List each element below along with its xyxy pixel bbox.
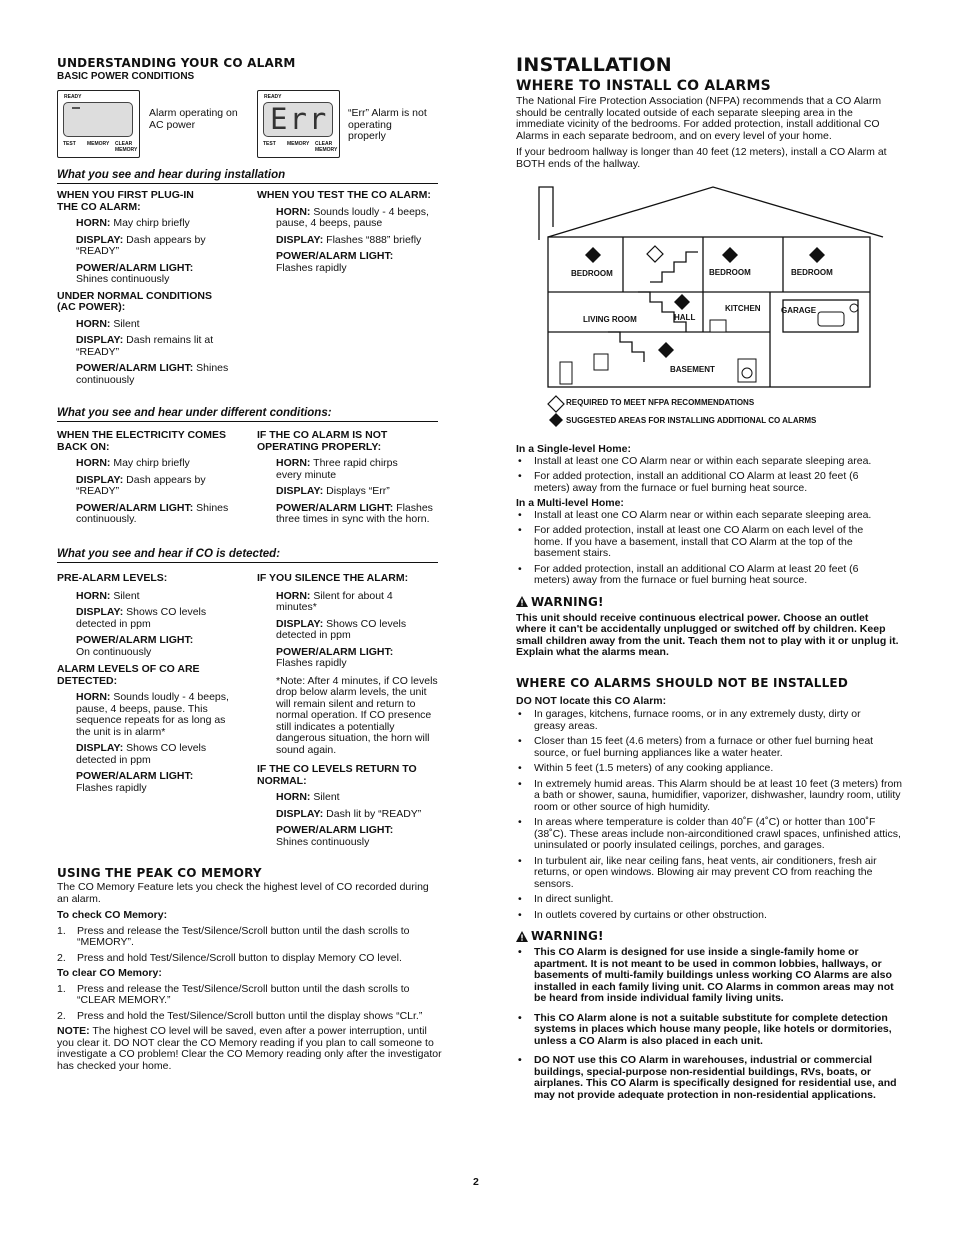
warning-triangle-icon xyxy=(516,931,528,942)
status-line: POWER/ALARM LIGHT: Flashes three times in sync with the horn. xyxy=(276,501,433,525)
status-line: DISPLAY: Displays “Err” xyxy=(276,485,390,497)
list-item: • For added protection, install an additional CO Alarm at least 20 feet (6 meters) away from the furnace or fuel burning heat source. xyxy=(516,471,874,494)
pre-alarm-title: PRE-ALARM LEVELS: xyxy=(57,572,168,584)
first-plugin-title: WHEN YOU FIRST PLUG-IN THE CO ALARM: xyxy=(57,189,194,213)
device2-caption: “Err” Alarm is not operating properly xyxy=(348,107,427,142)
room-label-bedroom: BEDROOM xyxy=(709,268,751,277)
house-diagram xyxy=(538,182,893,432)
hallway-paragraph: If your bedroom hallway is longer than 40 feet (12 meters), install a CO Alarm at BOTH ends of the hallway. xyxy=(516,146,887,170)
list-item: • In areas where temperature is colder than 40˚F (4˚C) or hotter than 100˚F (38˚C). These areas include non-airconditioned crawl spaces, unfinished attics, uninsulated or poorly insulated ceilings, porches, and garages. xyxy=(516,817,904,852)
right-body xyxy=(516,444,902,1105)
silence-title: IF YOU SILENCE THE ALARM: xyxy=(257,572,409,584)
peak-note: NOTE: The highest CO level will be saved, even after a power interruption, until you clear it. DO NOT clear the CO Memory reading if you plan to call someone to investigate a CO problem! Clear the CO Memory reading only after the investigator has checked your home. xyxy=(57,1025,442,1072)
status-line: POWER/ALARM LIGHT: Shines continuously xyxy=(76,362,229,386)
list-item: • This CO Alarm alone is not a suitable substitute for complete detection systems in places which house many people, like hotels or dormitories, unless a CO Alarm is also placed in each unit. xyxy=(516,1013,902,1048)
status-line: DISPLAY: Shows CO levels detected in ppm xyxy=(276,617,407,641)
alarm-levels-title: ALARM LEVELS OF CO ARE DETECTED: xyxy=(57,663,200,687)
return-normal-title: IF THE CO LEVELS RETURN TO NORMAL: xyxy=(257,763,417,787)
status-line: DISPLAY: Dash appears by “READY” xyxy=(76,473,206,497)
status-line: POWER/ALARM LIGHT: Flashes rapidly xyxy=(76,770,194,794)
device1-caption: Alarm operating on AC power xyxy=(149,107,238,131)
room-label-living-room: LIVING ROOM xyxy=(583,315,637,324)
list-item: • DO NOT use this CO Alarm in warehouses, industrial or commercial buildings, special-purpose non-residential buildings, RVs, boats, or airplanes. This CO Alarm is specifically designed for residential use, and may not provide adequate protection in non-residential applications. xyxy=(516,1055,902,1101)
room-label-basement: BASEMENT xyxy=(670,365,715,374)
device-button-label: TEST xyxy=(263,141,276,147)
install-section-heading: What you see and hear during installation xyxy=(57,169,286,181)
conditions-section-heading: What you see and hear under different conditions: xyxy=(57,407,332,419)
installation-title: INSTALLATION xyxy=(516,54,672,76)
status-line: DISPLAY: Dash remains lit at “READY” xyxy=(76,334,214,358)
status-line: DISPLAY: Shows CO levels detected in ppm xyxy=(76,742,207,766)
section-divider xyxy=(57,421,438,422)
device-button-label: MEMORY xyxy=(287,141,310,147)
ready-label: READY xyxy=(64,94,82,100)
install-col2 xyxy=(257,190,442,279)
legend-diamonds xyxy=(546,395,566,429)
list-item: • In turbulent air, like near ceiling fans, heat vents, air conditioners, fresh air returns, or open windows. Blowing air may prevent CO from reaching the sensors. xyxy=(516,856,879,891)
device-button-label: TEST xyxy=(63,141,76,147)
detected-col2 xyxy=(257,573,442,853)
check-memory-title: To check CO Memory: xyxy=(57,909,168,921)
basic-power-subtitle: BASIC POWER CONDITIONS xyxy=(57,71,195,82)
single-level-title: In a Single-level Home: xyxy=(516,443,631,455)
list-item: • This CO Alarm is designed for use inside a single-family home or apartment. It is not meant to be used in common lobbies, hallways, or basements of multi-family buildings unless working CO Alarms are also installed in each family living unit. CO Alarms in common areas may not be heard from inside individual family living units. xyxy=(516,947,902,1005)
status-line: HORN: Silent for about 4 minutes* xyxy=(276,589,393,613)
status-line: HORN: May chirp briefly xyxy=(76,217,190,229)
status-line: HORN: Silent xyxy=(76,317,140,330)
device-button-label: CLEAR MEMORY xyxy=(315,141,338,153)
understanding-title: UNDERSTANDING YOUR CO ALARM xyxy=(57,56,296,70)
where-install-title: WHERE TO INSTALL CO ALARMS xyxy=(516,78,771,94)
ready-label: READY xyxy=(264,94,282,100)
room-label-garage: GARAGE xyxy=(781,306,817,315)
warning-heading: WARNING! xyxy=(516,595,902,609)
page-number: 2 xyxy=(473,1176,479,1188)
status-line: HORN: Three rapid chirps every minute xyxy=(276,457,398,481)
dash-indicator xyxy=(72,107,80,109)
status-line: HORN: Silent xyxy=(276,791,340,803)
status-line: DISPLAY: Dash lit by “READY” xyxy=(276,807,422,820)
room-label-bedroom: BEDROOM xyxy=(571,269,613,278)
status-line: HORN: Sounds loudly - 4 beeps, pause, 4 beeps, pause. This sequence repeats for as long as the unit is in alarm* xyxy=(76,691,229,738)
status-line: POWER/ALARM LIGHT: Flashes rapidly xyxy=(276,645,394,669)
peak-memory-body xyxy=(57,882,443,1072)
multi-level-title: In a Multi-level Home: xyxy=(516,497,624,509)
conditions-col2 xyxy=(257,430,442,531)
alarm-device-err-illustration xyxy=(257,90,340,158)
device-button-label: CLEAR MEMORY xyxy=(115,141,138,153)
list-item: • In extremely humid areas. This Alarm should be at least 10 feet (3 meters) from a bath or shower, sauna, humidifier, vaporizer, dishwasher, laundry room, utility room or other source of high humidity. xyxy=(516,779,904,814)
status-line: HORN: Sounds loudly - 4 beeps, pause, 4 beeps, pause xyxy=(276,205,429,229)
silence-note: *Note: After 4 minutes, if CO levels drop below alarm levels, the unit will remain silent and return to normal operation. If CO presence still indicates a potentially dangerous situation, the horn will sound again. xyxy=(276,674,438,756)
peak-intro: The CO Memory Feature lets you check the highest level of CO recorded during an alarm. xyxy=(57,881,429,905)
device-button-label: MEMORY xyxy=(87,141,110,147)
peak-memory-title: USING THE PEAK CO MEMORY xyxy=(57,866,262,880)
list-item: • For added protection, install at least one CO Alarm on each level of the home. If you have a basement, install that CO Alarm at the top of the basement stairs. xyxy=(516,525,894,560)
list-item: • In outlets covered by curtains or other obstruction. xyxy=(516,910,902,922)
list-item: • Closer than 15 feet (4.6 meters) from a furnace or other fuel burning heat source, or fuel burning appliances like a water heater. xyxy=(516,736,904,759)
display-screen xyxy=(263,102,333,137)
detected-col1 xyxy=(57,573,242,799)
list-item: • In direct sunlight. xyxy=(516,894,902,906)
status-line: POWER/ALARM LIGHT: Flashes rapidly xyxy=(276,250,394,274)
list-item: • For added protection, install an additional CO Alarm at least 20 feet (6 meters) away from the furnace or fuel burning heat source. xyxy=(516,564,879,587)
status-line: HORN: May chirp briefly xyxy=(76,457,190,469)
status-line: DISPLAY: Shows CO levels detected in ppm xyxy=(76,606,207,630)
section-divider xyxy=(57,562,438,563)
not-operating-title: IF THE CO ALARM IS NOT OPERATING PROPERLY: xyxy=(257,429,388,453)
warning-heading: WARNING! xyxy=(516,929,902,943)
normal-conditions-title: UNDER NORMAL CONDITIONS (AC POWER): xyxy=(57,289,212,313)
list-item: • Install at least one CO Alarm near or within each separate sleeping area. xyxy=(516,456,902,468)
not-installed-sub: DO NOT locate this CO Alarm: xyxy=(516,694,667,707)
list-item: 1. Press and release the Test/Silence/Scroll button until the dash scrolls to “MEMORY”. xyxy=(57,924,410,948)
status-line: POWER/ALARM LIGHT: Shines continuously. xyxy=(76,501,229,525)
not-installed-title: WHERE CO ALARMS SHOULD NOT BE INSTALLED xyxy=(516,675,848,690)
electricity-back-title: WHEN THE ELECTRICITY COMES BACK ON: xyxy=(57,429,226,453)
room-label-kitchen: KITCHEN xyxy=(725,304,761,313)
err-display-text: Err xyxy=(270,102,329,136)
status-line: DISPLAY: Dash appears by “READY” xyxy=(76,233,206,257)
status-line: POWER/ALARM LIGHT: Shines continuously xyxy=(276,824,394,848)
list-item: • Within 5 feet (1.5 meters) of any cooking appliance. xyxy=(516,763,902,775)
status-line: POWER/ALARM LIGHT: Shines continuously xyxy=(76,261,194,285)
clear-memory-title: To clear CO Memory: xyxy=(57,967,162,979)
room-label-bedroom: BEDROOM xyxy=(791,268,833,277)
list-item: • In garages, kitchens, furnace rooms, or in any extremely dusty, dirty or greasy areas. xyxy=(516,709,879,732)
list-item: 2. Press and hold the Test/Silence/Scroll button until the display shows “CLr.” xyxy=(57,1009,423,1022)
warning1-text: This unit should receive continuous electrical power. Choose an outlet where it can't be accidentally unplugged or switched off by children. Keep small children away from the unit. Teach them not to play with it or unplug it. Explain what the alarms mean. xyxy=(516,611,899,658)
list-item: 2. Press and hold Test/Silence/Scroll button to display Memory CO level. xyxy=(57,951,402,964)
list-item: • Install at least one CO Alarm near or within each separate sleeping area. xyxy=(516,510,902,522)
detected-section-heading: What you see and hear if CO is detected: xyxy=(57,548,281,560)
status-line: POWER/ALARM LIGHT: On continuously xyxy=(76,634,194,658)
required-diamond-icon xyxy=(548,396,564,412)
nfpa-paragraph: The National Fire Protection Association (NFPA) recommends that a CO Alarm should be centrally located outside of each separate sleeping area in the immediate vicinity of the bedrooms. For added protection, install additional CO Alarms in each separate bedroom, and on every level of your home. xyxy=(516,95,882,142)
warning-triangle-icon xyxy=(516,596,528,607)
legend-required-label: REQUIRED TO MEET NFPA RECOMMENDATIONS xyxy=(566,398,755,407)
status-line: HORN: Silent xyxy=(76,589,140,602)
section-divider xyxy=(57,183,438,184)
test-alarm-title: WHEN YOU TEST THE CO ALARM: xyxy=(257,189,431,201)
room-label-hall: HALL xyxy=(674,313,696,322)
install-col1 xyxy=(57,190,242,391)
suggested-diamond-icon xyxy=(549,413,563,427)
display-screen xyxy=(63,102,133,137)
conditions-col1 xyxy=(57,430,242,531)
legend-suggested-label: SUGGESTED AREAS FOR INSTALLING ADDITIONAL CO ALARMS xyxy=(566,416,817,425)
status-line: DISPLAY: Flashes “888” briefly xyxy=(276,233,422,246)
list-item: 1. Press and release the Test/Silence/Scroll button until the dash scrolls to “CLEAR MEMORY.” xyxy=(57,982,410,1006)
alarm-device-illustration xyxy=(57,90,140,158)
